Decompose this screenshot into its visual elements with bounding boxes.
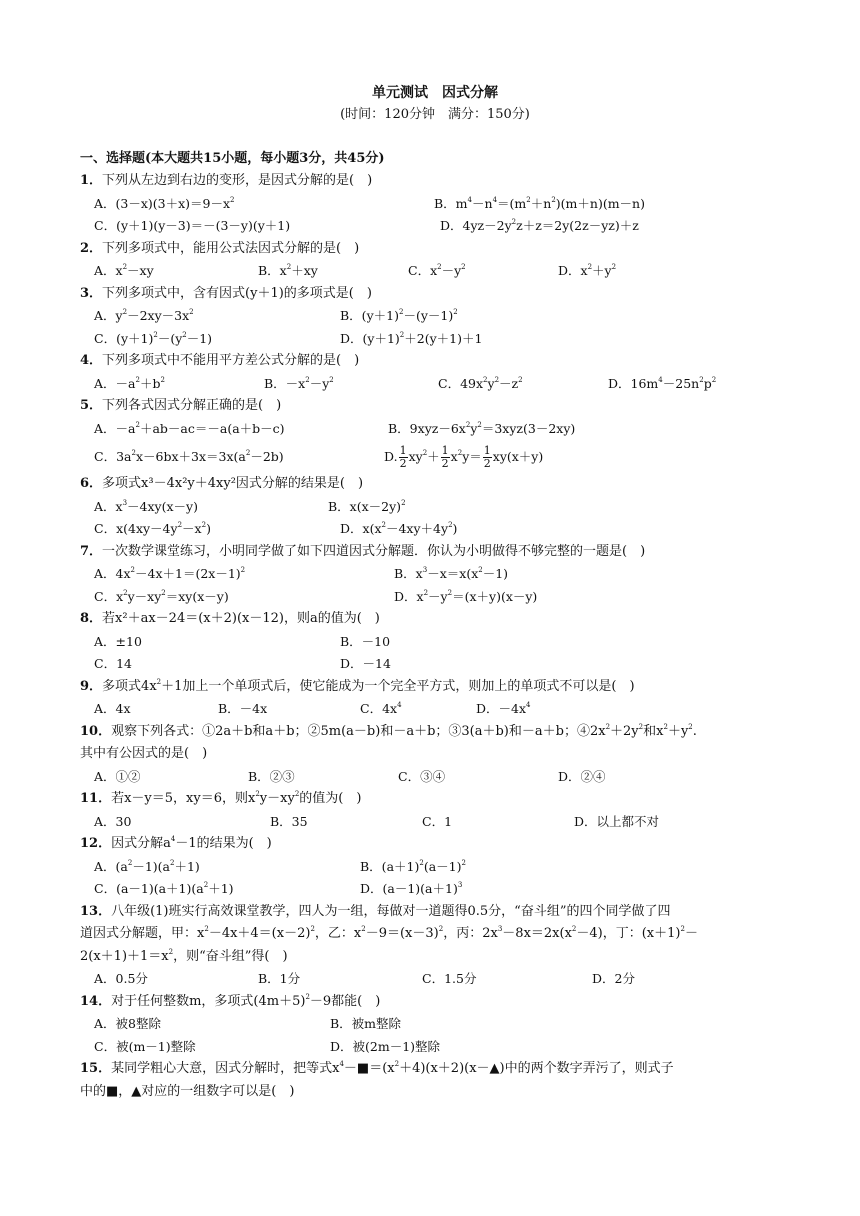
options-row <box>80 811 780 834</box>
option-b: B．②③ <box>248 768 295 784</box>
option-c: C．③④ <box>398 768 446 784</box>
question-10: 10．观察下列各式：①2a＋b和a＋b；②5m(a－b)和－a＋b；③3(a＋b)和－a＋b；$④2x^2+2y^2$和$x^2+y^2$. <box>80 722 697 739</box>
option-c: C．$4x^4$ <box>360 701 402 716</box>
option-d: D. $\frac{1}{2}$ $xy^2+$ $\frac{1}{2}$ $x^2y=$ $\frac{1}{2}$ xy(x＋y) <box>384 444 544 470</box>
option-a: A．±10 <box>94 633 142 649</box>
option-c: C．$3a^2x-6bx+3x=3x(a^2-2b)$ <box>94 449 284 464</box>
option-d: D．$(y+1)^2+2(y+1)+1$ <box>340 330 483 346</box>
option-a: A．30 <box>94 813 132 829</box>
option-a: A．$-a^2+b^2$ <box>94 375 165 391</box>
question-9: 9．多项式$4x^2+1$加上一个单项式后，使它能成为一个完全平方式，则加上的单项式不可以是( ) <box>80 677 635 694</box>
question-5: 5．下列各式因式分解正确的是( ) <box>80 398 282 413</box>
option-d: D．－14 <box>340 656 391 671</box>
section-heading: 一、选择题(本大题共15小题，每小题3分，共45分) <box>80 151 385 166</box>
options-row <box>80 215 780 238</box>
option-d: D．$x(x^2-4xy+4y^2)$ <box>340 521 458 536</box>
exam-page <box>80 82 780 1103</box>
question-1: 1．下列从左边到右边的变形，是因式分解的是( ) <box>80 173 373 188</box>
option-c: C．$x^2y-xy^2=xy(x-y)$ <box>94 588 229 604</box>
question-11: 11．若x－y＝5，xy＝6，则$x^2y-xy^2$的值为( ) <box>80 790 362 806</box>
option-a: A．$x^2-xy$ <box>94 263 154 278</box>
options-row <box>80 766 780 789</box>
question-7: 7．一次数学课堂练习，小明同学做了如下四道因式分解题．你认为小明做得不够完整的一题是( ) <box>80 543 646 559</box>
option-a: A．$(3-x)(3+x)=9-x^2$ <box>94 195 235 211</box>
option-a: A．4x <box>94 701 131 716</box>
option-b: B．－10 <box>340 633 391 649</box>
question-2: 2．下列多项式中，能用公式法因式分解的是( ) <box>80 240 360 256</box>
option-a: A．被8整除 <box>94 1016 161 1031</box>
option-a: A．①② <box>94 768 141 784</box>
question-14: 14．对于任何整数m，多项式$(4m+5)^2-9$都能( ) <box>80 992 381 1009</box>
option-b: B．1分 <box>258 971 301 986</box>
page-subtitle: (时间：120分钟 满分：150分) <box>340 107 530 122</box>
options-row <box>80 878 780 901</box>
options-row <box>80 698 780 721</box>
option-d: D．$-4x^4$ <box>476 701 531 716</box>
question-3: 3．下列多项式中，含有因式(y＋1)的多项式是( ) <box>80 285 372 301</box>
options-row <box>80 631 780 654</box>
options-row <box>80 373 780 396</box>
option-c: C．被(m－1)整除 <box>94 1038 196 1054</box>
option-d: D．被(2m－1)整除 <box>330 1038 441 1054</box>
options-row <box>80 1013 780 1036</box>
option-b: B．被m整除 <box>330 1016 402 1031</box>
option-d: D．2分 <box>592 971 635 986</box>
options-row <box>80 193 780 216</box>
options-row <box>80 440 780 473</box>
options-row <box>80 305 780 328</box>
option-c: C．$x^2-y^2$ <box>408 263 466 278</box>
option-b: B．$x(x-2y)^2$ <box>328 498 406 514</box>
option-c: C．1.5分 <box>422 971 477 986</box>
option-c: C．$(a-1)(a+1)(a^2+1)$ <box>94 881 234 896</box>
option-b: B．35 <box>270 813 308 829</box>
option-a: A．$(a^2-1)(a^2+1)$ <box>94 858 200 874</box>
options-row <box>80 563 780 586</box>
options-row <box>80 653 780 676</box>
option-b: B．$m^4-n^4=(m^2+n^2)(m+n)(m-n)$ <box>434 195 645 211</box>
option-d: D．$x^2-y^2=(x+y)(x-y)$ <box>394 588 538 604</box>
option-b: B．$x^2+xy$ <box>258 263 318 278</box>
option-d: D．$4yz-2y^2z+z=2y(2z-yz)+z$ <box>440 218 639 233</box>
options-row <box>80 260 780 283</box>
option-c: C．$49x^2y^2-z^2$ <box>438 375 523 391</box>
option-c: C．14 <box>94 656 132 671</box>
question-13-cont: 道因式分解题，甲：$x^2-4x+4=(x-2)^2$，乙：$x^2-9=(x-3)^2$，丙：$2x^3-8x=2x(x^2-4)$，丁：$(x+1)^2-$ <box>80 925 698 941</box>
question-6: 6．多项式x³－4x²y＋4xy²因式分解的结果是( ) <box>80 476 364 491</box>
question-15: 15．某同学粗心大意，因式分解时，把等式$x^4-■=(x^2+4)(x+2)(x-▲)$中的两个数字弄污了，则式子 <box>80 1060 674 1076</box>
option-a: A．$y^2-2xy-3x^2$ <box>94 308 194 323</box>
options-row <box>80 518 780 541</box>
question-8: 8．若x²＋ax－24＝(x＋2)(x－12)，则a的值为( ) <box>80 611 380 626</box>
option-a: A．$4x^2-4x+1=(2x-1)^2$ <box>94 566 246 581</box>
option-b: B．$(y+1)^2-(y-1)^2$ <box>340 308 458 323</box>
option-d: D．$(a-1)(a+1)^3$ <box>360 881 463 896</box>
options-row <box>80 418 780 441</box>
options-row <box>80 1036 780 1059</box>
question-13: 13．八年级(1)班实行高效课堂教学，四人为一组，每做对一道题得0.5分，“奋斗组”的四个同学做了四 <box>80 903 671 919</box>
option-c: C．(y＋1)(y－3)＝－(3－y)(y＋1) <box>94 218 291 233</box>
options-row <box>80 586 780 609</box>
option-c: C．$x(4xy-4y^2-x^2)$ <box>94 521 211 536</box>
option-a: A．0.5分 <box>94 971 148 986</box>
option-d: D．②④ <box>558 768 606 784</box>
question-13-cont: $2(x+1)+1=x^2$，则“奋斗组”得( ) <box>80 947 288 964</box>
option-d: D．$x^2+y^2$ <box>558 263 617 278</box>
option-d: D．$16m^4-25n^2p^2$ <box>608 375 717 391</box>
option-b: B．$-x^2-y^2$ <box>264 375 334 391</box>
option-c: C．$(y+1)^2-(y^2-1)$ <box>94 330 213 346</box>
page-title: 单元测试 因式分解 <box>372 85 498 101</box>
option-a: A．$-a^2+ab-ac=-a(a+b-c)$ <box>94 420 285 436</box>
option-b: B．$(a+1)^2(a-1)^2$ <box>360 858 466 874</box>
question-4: 4．下列多项式中不能用平方差公式分解的是( ) <box>80 353 360 368</box>
question-15-cont: 中的■，▲对应的一组数字可以是( ) <box>80 1083 295 1099</box>
option-a: A．$x^3-4xy(x-y)$ <box>94 498 198 514</box>
options-row <box>80 856 780 879</box>
option-b: B．$x^3-x=x(x^2-1)$ <box>394 566 509 581</box>
options-row <box>80 496 780 519</box>
options-row <box>80 968 780 991</box>
option-c: C．1 <box>422 813 453 829</box>
option-b: B．$9xyz-6x^2y^2=3xyz(3-2xy)$ <box>388 420 576 436</box>
option-b: B．－4x <box>218 701 268 716</box>
question-10-cont: 其中有公因式的是( ) <box>80 746 208 761</box>
question-12: 12．因式分解$a^4-1$的结果为( ) <box>80 835 272 851</box>
option-d: D．以上都不对 <box>574 813 660 829</box>
options-row <box>80 328 780 351</box>
